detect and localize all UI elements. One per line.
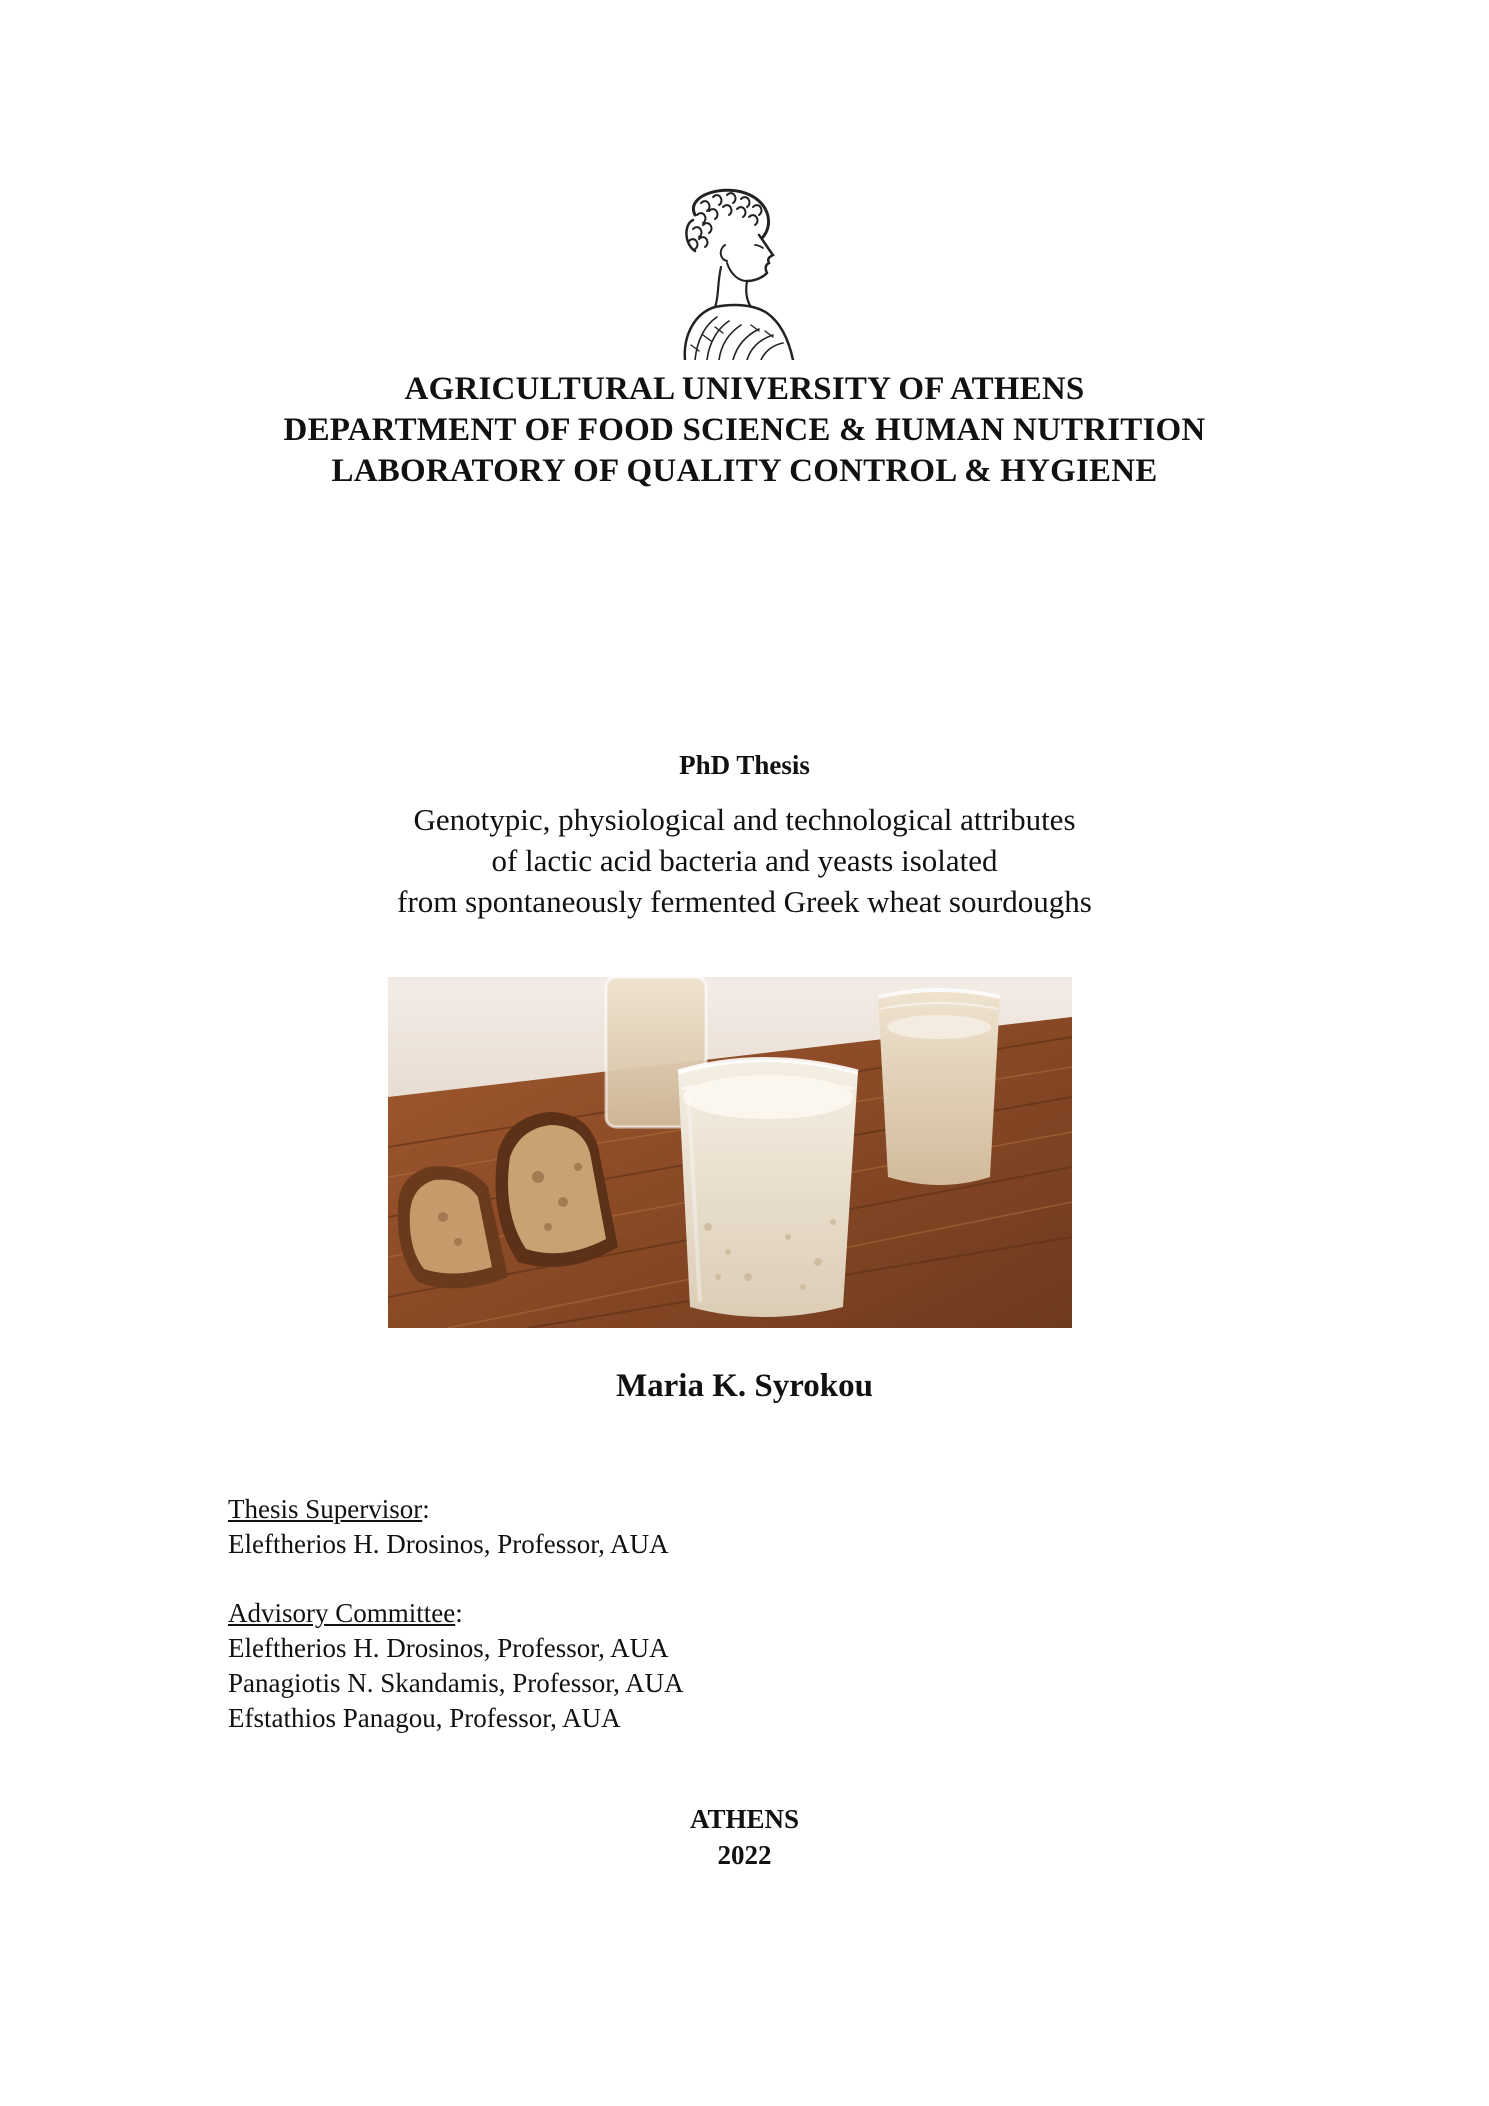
institution-university: AGRICULTURAL UNIVERSITY OF ATHENS [404, 371, 1085, 407]
committee-heading-label: Advisory Committee [228, 1598, 456, 1628]
supervisor-name: Eleftherios H. Drosinos, Professor, AUA [228, 1529, 669, 1559]
committee-heading [228, 1596, 463, 1630]
supervisor-heading-label: Thesis Supervisor [228, 1494, 423, 1524]
thesis-title-line-2: of lactic acid bacteria and yeasts isolated [491, 843, 998, 878]
committee-heading-colon: : [455, 1598, 463, 1628]
thesis-title-line-3: from spontaneously fermented Greek wheat sourdoughs [397, 884, 1092, 919]
footer-year: 2022 [717, 1840, 772, 1870]
document-type: PhD Thesis [679, 750, 810, 780]
cover-photo [388, 977, 1072, 1328]
institution-laboratory: LABORATORY OF QUALITY CONTROL & HYGIENE [331, 453, 1158, 489]
university-logo-icon [655, 185, 800, 360]
supervisor-heading [228, 1492, 430, 1526]
institution-department: DEPARTMENT OF FOOD SCIENCE & HUMAN NUTRITION [283, 412, 1206, 448]
supervisor-heading-colon: : [422, 1494, 430, 1524]
footer-city: ATHENS [689, 1804, 800, 1834]
committee-member: Eleftherios H. Drosinos, Professor, AUA [228, 1633, 669, 1663]
committee-member: Panagiotis N. Skandamis, Professor, AUA [228, 1668, 684, 1698]
author-name: Maria K. Syrokou [616, 1368, 873, 1404]
thesis-title-line-1: Genotypic, physiological and technological attributes [413, 802, 1076, 837]
committee-member: Efstathios Panagou, Professor, AUA [228, 1703, 621, 1733]
